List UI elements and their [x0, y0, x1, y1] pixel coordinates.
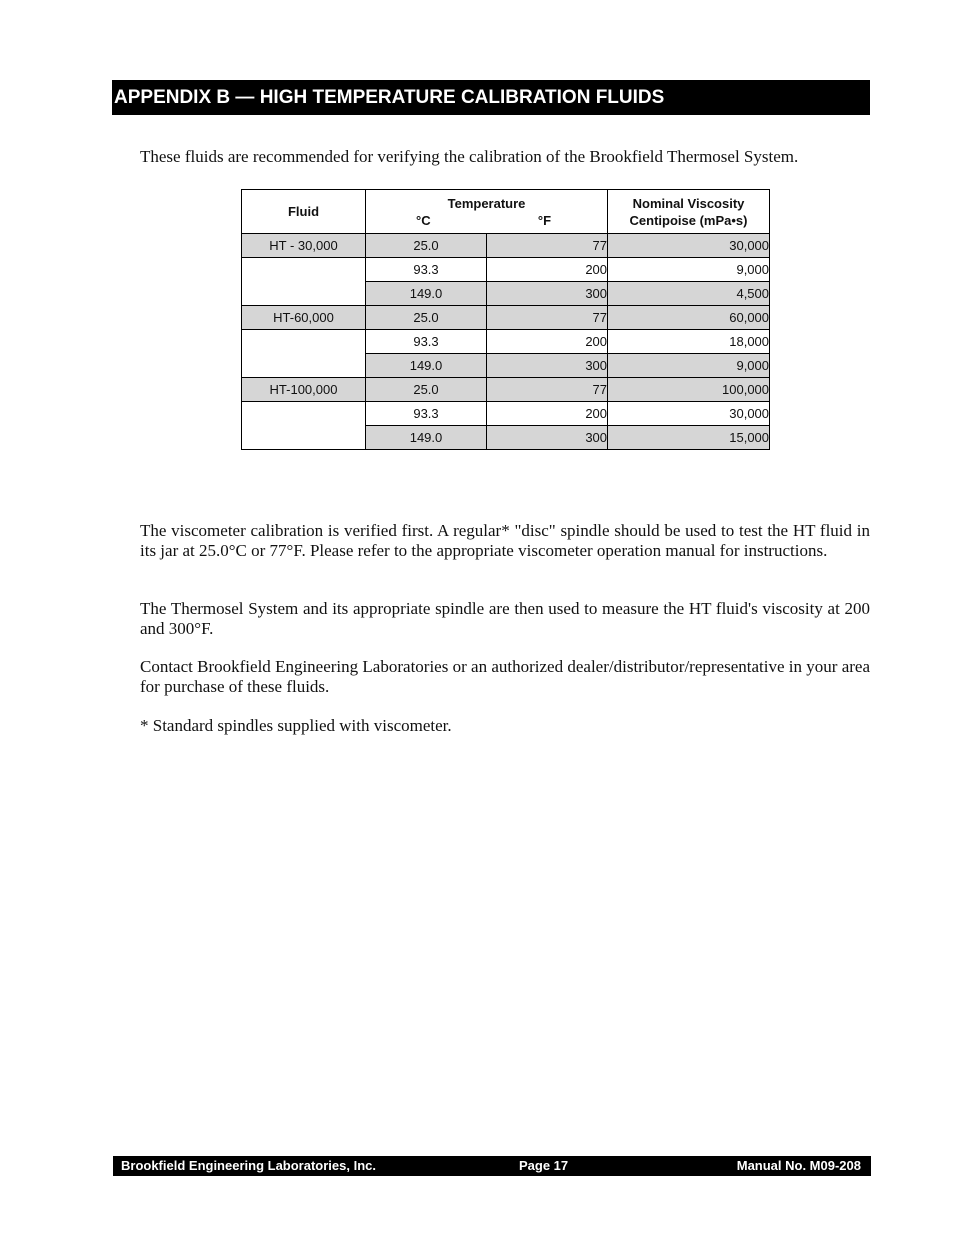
celsius-cell: 93.3 [366, 402, 487, 426]
viscosity-cell: 30,000 [608, 402, 770, 426]
appendix-heading: APPENDIX B — HIGH TEMPERATURE CALIBRATION FLUIDS [112, 80, 870, 115]
fahrenheit-cell: 77 [487, 306, 608, 330]
celsius-cell: 149.0 [366, 426, 487, 450]
table-row [242, 306, 770, 330]
fluid-cell: HT-60,000 [242, 306, 366, 330]
table-header-row [242, 190, 770, 234]
celsius-cell: 25.0 [366, 378, 487, 402]
temperature-column-header [366, 190, 608, 234]
viscosity-column-header [608, 190, 770, 234]
fahrenheit-cell: 300 [487, 354, 608, 378]
table-row [242, 234, 770, 258]
fahrenheit-cell: 200 [487, 258, 608, 282]
footer-company: Brookfield Engineering Laboratories, Inc. [121, 1158, 376, 1173]
table-row [242, 330, 770, 354]
celsius-cell: 25.0 [366, 234, 487, 258]
viscosity-cell: 30,000 [608, 234, 770, 258]
viscosity-cell: 18,000 [608, 330, 770, 354]
table-row [242, 258, 770, 282]
fahrenheit-cell: 300 [487, 282, 608, 306]
viscosity-cell: 9,000 [608, 354, 770, 378]
viscosity-header-line2: Centipoise (mPa•s) [629, 212, 748, 228]
viscosity-cell: 100,000 [608, 378, 770, 402]
fahrenheit-cell: 77 [487, 234, 608, 258]
footnote: * Standard spindles supplied with viscometer. [140, 716, 452, 735]
fluid-cell: HT - 30,000 [242, 234, 366, 258]
fahrenheit-cell: 77 [487, 378, 608, 402]
body-paragraph: The viscometer calibration is verified first. A regular* "disc" spindle should be used to test the HT fluid in its jar at 25.0°C or 77°F. Please refer to the appropriate viscometer operation manual for instructions. [140, 521, 870, 560]
viscosity-cell: 9,000 [608, 258, 770, 282]
footer-manual-number: Manual No. M09-208 [736, 1158, 861, 1173]
table-row [242, 402, 770, 426]
viscosity-header-line1: Nominal Viscosity [632, 195, 745, 211]
fahrenheit-cell: 200 [487, 330, 608, 354]
calibration-fluids-table [241, 189, 770, 450]
fluid-cell [242, 258, 366, 306]
celsius-cell: 93.3 [366, 258, 487, 282]
celsius-cell: 149.0 [366, 282, 487, 306]
viscosity-cell: 60,000 [608, 306, 770, 330]
viscosity-cell: 4,500 [608, 282, 770, 306]
temperature-label: Temperature [447, 195, 526, 211]
intro-paragraph: These fluids are recommended for verifying the calibration of the Brookfield Thermosel System. [140, 147, 799, 166]
viscosity-cell: 15,000 [608, 426, 770, 450]
page-footer [113, 1156, 871, 1176]
footer-page-number: Page 17 [519, 1158, 569, 1173]
celsius-cell: 25.0 [366, 306, 487, 330]
body-paragraph: Contact Brookfield Engineering Laboratories or an authorized dealer/distributor/representative in your area for purchase of these fluids. [140, 657, 870, 696]
fluid-cell [242, 330, 366, 378]
fluid-cell [242, 402, 366, 450]
fahrenheit-label: °F [537, 212, 552, 228]
body-paragraph: The Thermosel System and its appropriate spindle are then used to measure the HT fluid's viscosity at 200 and 300°F. [140, 599, 870, 638]
fluid-column-header: Fluid [242, 190, 366, 234]
celsius-cell: 149.0 [366, 354, 487, 378]
fahrenheit-cell: 300 [487, 426, 608, 450]
fluid-cell: HT-100,000 [242, 378, 366, 402]
table-row [242, 378, 770, 402]
fahrenheit-cell: 200 [487, 402, 608, 426]
celsius-label: °C [416, 212, 431, 228]
celsius-cell: 93.3 [366, 330, 487, 354]
